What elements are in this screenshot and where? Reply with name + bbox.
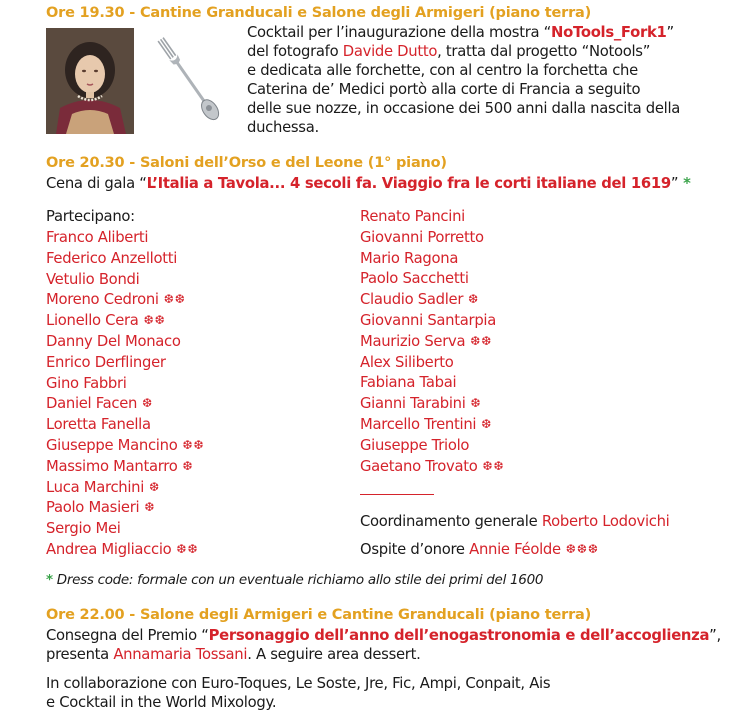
- participant-item: [360, 393, 505, 414]
- participant-name: Giuseppe Mancino: [46, 436, 178, 454]
- participant-name: Giovanni Porretto: [360, 228, 484, 246]
- rating-flakes-icon: ❆: [142, 396, 154, 411]
- coordinator-name: Roberto Lodovichi: [541, 513, 670, 530]
- event1-line-4: Caterina de’ Medici portò alla corte di Francia a seguito: [247, 81, 641, 98]
- participant-name: Enrico Derflinger: [46, 353, 166, 371]
- event1-line-3: e dedicata alle forchette, con al centro la forchetta che: [247, 62, 638, 79]
- event1-heading: Ore 19.30 - Cantine Granducali e Salone degli Armigeri (piano terra): [46, 5, 592, 21]
- participant-item: [360, 372, 505, 393]
- participants-left-column: [46, 227, 205, 560]
- participant-item: [46, 331, 205, 352]
- rating-flakes-icon: ❆❆: [176, 541, 199, 556]
- rating-flakes-icon: ❆: [481, 416, 493, 431]
- participant-item: [46, 456, 205, 477]
- participant-item: [46, 497, 205, 518]
- rating-flakes-icon: ❆❆: [182, 437, 205, 452]
- exhibition-title: NoTools_Fork1: [551, 24, 667, 41]
- rating-flakes-icon: ❆❆: [482, 458, 505, 473]
- participant-item: [46, 248, 205, 269]
- participant-item: [46, 414, 205, 435]
- dress-code-star: *: [678, 175, 691, 192]
- participant-item: [360, 248, 505, 269]
- participant-item: [360, 289, 505, 310]
- event2-dinner-line: Cena di gala “L’Italia a Tavola... 4 secoli fa. Viaggio fra le corti italiane del 1619” *: [46, 175, 691, 192]
- participant-name: Mario Ragona: [360, 249, 459, 267]
- participant-name: Daniel Facen: [46, 395, 138, 413]
- participant-item: [360, 352, 505, 373]
- rating-flakes-icon: ❆❆: [163, 292, 186, 307]
- dress-code-note: * Dress code: formale con un eventuale richiamo allo stile dei primi del 1600: [46, 572, 544, 588]
- participant-item: [360, 206, 505, 227]
- event2-heading: Ore 20.30 - Saloni dell’Orso e del Leone (1° piano): [46, 155, 447, 171]
- participant-item: [46, 373, 205, 394]
- participant-name: Renato Pancini: [360, 208, 465, 225]
- participant-name: Gino Fabbri: [46, 374, 127, 392]
- participant-item: [360, 227, 505, 248]
- participant-item: [360, 414, 505, 435]
- rating-flakes-icon: ❆❆: [143, 313, 166, 328]
- rating-flakes-icon: ❆❆❆: [565, 542, 599, 556]
- participant-name: Paolo Masieri: [46, 499, 140, 517]
- participant-item: [46, 435, 205, 456]
- participant-item: [46, 352, 205, 373]
- participant-name: Marcello Trentini: [360, 415, 477, 433]
- participant-name: Lionello Cera: [46, 312, 139, 330]
- event1-line-1: Cocktail per l’inaugurazione della mostra “NoTools_Fork1”: [247, 24, 674, 41]
- participant-name: Claudio Sadler: [360, 291, 464, 309]
- rating-flakes-icon: ❆: [182, 458, 194, 473]
- participant-name: Paolo Sacchetti: [360, 270, 469, 288]
- participant-item: [360, 310, 505, 331]
- participant-name: Maurizio Serva: [360, 332, 466, 350]
- photographer-name: Davide Dutto: [342, 43, 438, 60]
- participant-name: Danny Del Monaco: [46, 332, 181, 350]
- event1-line-2: del fotografo Davide Dutto, tratta dal progetto “Notools”: [247, 43, 651, 60]
- participant-item: [360, 268, 505, 289]
- footer-line-2: e Cocktail in the World Mixology.: [46, 694, 277, 711]
- event1-line-5: delle sue nozze, in occasione dei 500 anni dalla nascita della: [247, 100, 681, 117]
- participant-name: Federico Anzellotti: [46, 249, 178, 267]
- presenter-name: Annamaria Tossani: [113, 646, 248, 663]
- divider: [360, 494, 434, 495]
- participant-item: [46, 539, 205, 560]
- participant-name: Giovanni Santarpia: [360, 311, 496, 329]
- participant-name: Gaetano Trovato: [360, 457, 478, 475]
- participant-name: Alex Siliberto: [360, 353, 454, 371]
- dinner-title: L’Italia a Tavola... 4 secoli fa. Viaggio fra le corti italiane del 1619: [146, 175, 671, 192]
- participant-name: Moreno Cedroni: [46, 291, 159, 309]
- portrait-image: [46, 28, 134, 134]
- event3-line-1: Consegna del Premio “Personaggio dell’anno dell’enogastronomia e dell’accoglienza”,: [46, 627, 721, 644]
- participant-item: [46, 477, 205, 498]
- footer-line-1: In collaborazione con Euro-Toques, Le Soste, Jre, Fic, Ampi, Conpait, Ais: [46, 675, 551, 692]
- participant-name: Fabiana Tabai: [360, 374, 457, 392]
- rating-flakes-icon: ❆: [470, 396, 482, 411]
- participants-label: Partecipano:: [46, 208, 135, 225]
- guest-name: Annie Féolde: [469, 541, 561, 558]
- rating-flakes-icon: ❆: [144, 500, 156, 515]
- rating-flakes-icon: ❆❆: [470, 333, 493, 348]
- event1-line-6: duchessa.: [247, 119, 319, 136]
- participant-item: [46, 269, 205, 290]
- portrait-illustration: [46, 28, 134, 134]
- participant-name: Andrea Migliaccio: [46, 540, 172, 558]
- participant-name: Loretta Fanella: [46, 416, 151, 434]
- event3-line-2: presenta Annamaria Tossani. A seguire area dessert.: [46, 646, 421, 663]
- participant-name: Giuseppe Triolo: [360, 436, 470, 454]
- participant-name: Massimo Mantarro: [46, 457, 178, 475]
- participant-item: [46, 310, 205, 331]
- coordination-line: Coordinamento generale Roberto Lodovichi: [360, 513, 670, 530]
- participant-item: [46, 227, 205, 248]
- participant-name: Luca Marchini: [46, 478, 145, 496]
- rating-flakes-icon: ❆: [149, 479, 161, 494]
- participant-item: [360, 435, 505, 456]
- award-title: Personaggio dell’anno dell’enogastronomia e dell’accoglienza: [208, 627, 710, 644]
- participant-item: [360, 331, 505, 352]
- participants-right-column: [360, 206, 505, 476]
- participant-item: [360, 456, 505, 477]
- event3-heading: Ore 22.00 - Salone degli Armigeri e Cantine Granducali (piano terra): [46, 607, 592, 623]
- participant-name: Franco Aliberti: [46, 229, 149, 246]
- participant-item: [46, 289, 205, 310]
- fork-icon: [150, 28, 230, 134]
- participant-item: [46, 518, 205, 539]
- participant-name: Vetulio Bondi: [46, 270, 140, 288]
- participant-name: Gianni Tarabini: [360, 395, 466, 413]
- participant-name: Sergio Mei: [46, 520, 121, 538]
- rating-flakes-icon: ❆: [468, 292, 480, 307]
- participant-item: [46, 393, 205, 414]
- guest-line: Ospite d’onore Annie Féolde ❆❆❆: [360, 541, 599, 558]
